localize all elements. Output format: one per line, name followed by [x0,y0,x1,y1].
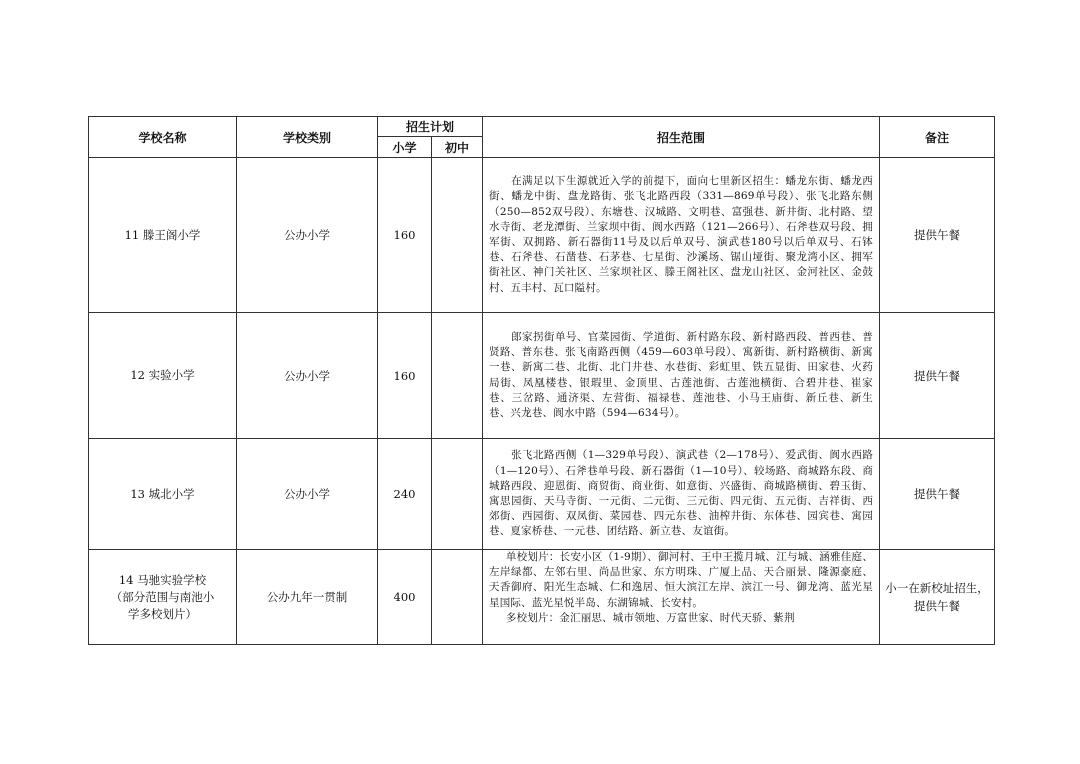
table-row [89,158,995,313]
header-primary: 小学 [378,137,432,158]
note: 提供午餐 [880,158,995,313]
range-text: 郎家拐街单号、官菜园街、学道街、新村路东段、新村路西段、普西巷、普贤路、普东巷、张飞南路西侧（459—603单号段）、寓新街、新村路横街、新寓一巷、新寓二巷、北街、北门井巷、水巷街、彩虹里、铁五显街、田家巷、火药局街、凤凰楼巷、银瑕里、金顶里、古莲池街、古莲池横街、合碧井巷、崔家巷、三岔路、通济渠、左营街、福禄巷、莲池巷、小马王庙街、新丘巷、新生巷、兴龙巷、阆水中路（594—634号）。 [489,330,874,419]
school-name: 12 实验小学 [89,313,237,439]
enrollment-range [483,313,880,439]
school-name: 11 滕王阁小学 [89,158,237,313]
enrollment-range [483,550,880,645]
junior-quota [432,550,483,645]
header-school-type: 学校类别 [237,117,378,158]
school-type: 公办九年一贯制 [237,550,378,645]
junior-quota [432,313,483,439]
primary-quota: 240 [378,439,432,550]
junior-quota [432,158,483,313]
school-type: 公办小学 [237,439,378,550]
note: 提供午餐 [880,439,995,550]
range-text: 张飞北路西侧（1—329单号段）、演武巷（2—178号）、爱武街、阆水西路（1—120号）、石斧巷单号段、新石器街（1—10号）、较场路、商城路东段、商城路西段、迎恩街、商贸街、商业街、如意街、兴盛街、商城路横街、碧玉街、寓思园街、天马寺街、一元街、二元街、三元街、四元街、五元街、吉祥街、西郊街、西园街、双凤街、菜园巷、四元东巷、油榨井街、东体巷、园宾巷、寓园巷、夏家桥巷、一元巷、团结路、新立巷、友谊街。 [489,449,874,538]
school-type: 公办小学 [237,313,378,439]
header-school-name: 学校名称 [89,117,237,158]
note: 小一在新校址招生，提供午餐 [880,550,995,645]
header-enrollment-plan: 招生计划 [378,117,483,137]
table-row [89,313,995,439]
primary-quota: 400 [378,550,432,645]
school-type: 公办小学 [237,158,378,313]
header-note: 备注 [880,117,995,158]
table-row [89,550,995,645]
table-row [89,439,995,550]
junior-quota [432,439,483,550]
range-single-zone: 单校划片：长安小区（1-9期）、御河村、王中王揽月城、江与城、涵雅佳庭、左岸绿都、左邻右里、尚品世家、东方明珠、广厦上品、天合丽景、隆源豪庭、天香御府、阳光生态城、仁和逸居、恒大滨江左岸、滨江一号、御龙湾、蓝光星星国际、蓝光星悦半岛、东湖锦城、长安村。 [489,551,874,609]
header-enrollment-range: 招生范围 [483,117,880,158]
range-text: 在满足以下生源就近入学的前提下，面向七里新区招生：蟠龙东街、蟠龙西街、蟠龙中街、盘龙路街、张飞北路西段（331—869单号段）、张飞北路东侧（250—852双号段）、东塘巷、汉城路、文明巷、富强巷、新井街、北村路、望水寺街、老龙潭街、兰家坝中街、阆水西路（121—266号）、石斧巷双号段、拥军街、双拥路、新石器街11号及以后单双号、演武巷180号以后单双号、石钵巷、石斧巷、石凿巷、石茅巷、七星街、沙溪场、锯山垭街、聚龙湾小区、拥军街社区、神门关社区、兰家坝社区、滕王阁社区、盘龙山社区、金河社区、金鼓村、五丰村、瓦口隘村。 [489,175,874,294]
enrollment-table [88,116,995,645]
primary-quota: 160 [378,313,432,439]
range-multi-zone: 多校划片：金汇丽思、城市领地、万富世家、时代天骄、紫荆 [505,611,795,624]
header-junior: 初中 [432,137,483,158]
school-name-line: 14 马驰实验学校 [118,572,207,587]
school-name [89,550,237,645]
enrollment-range [483,439,880,550]
enrollment-range [483,158,880,313]
primary-quota: 160 [378,158,432,313]
school-name-line: 学多校划片） [128,606,197,621]
school-name: 13 城北小学 [89,439,237,550]
note: 提供午餐 [880,313,995,439]
header-row-top [89,117,995,137]
school-name-line: （部分范围与南池小 [110,589,215,604]
